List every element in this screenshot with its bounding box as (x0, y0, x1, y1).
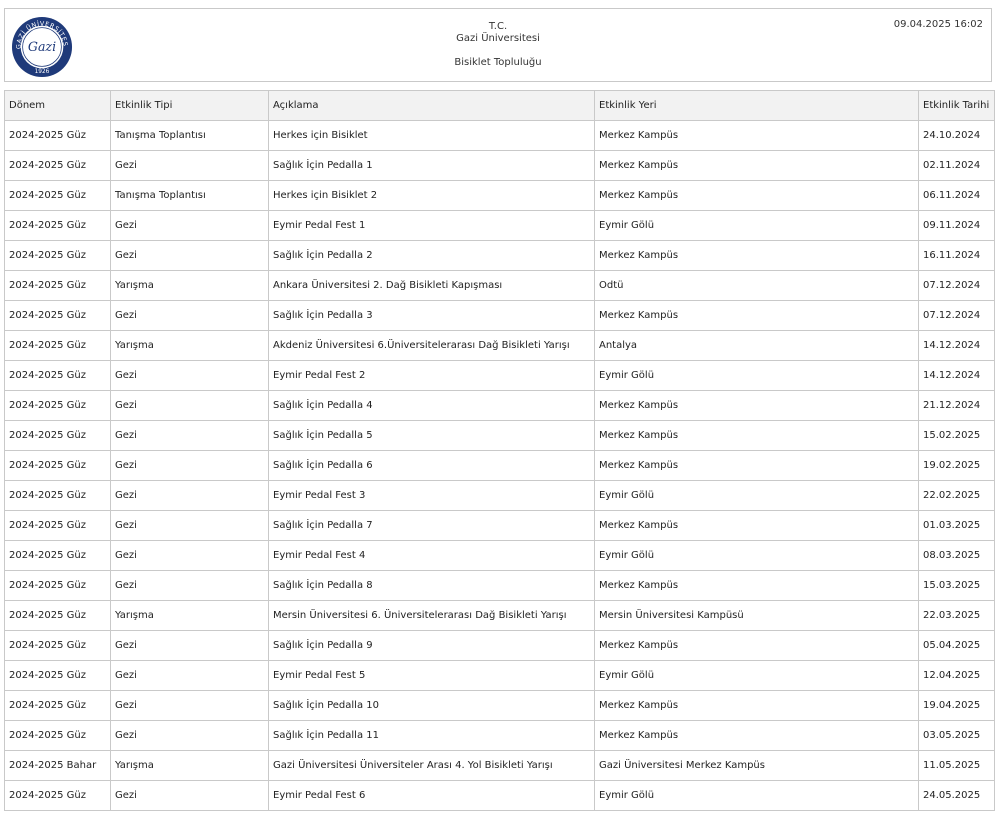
table-header-row (5, 91, 995, 121)
cell-etkinlik-yeri: Merkez Kampüs (595, 391, 919, 421)
cell-aciklama: Eymir Pedal Fest 1 (269, 211, 595, 241)
table-row (5, 301, 995, 331)
cell-etkinlik-tarihi: 16.11.2024 (919, 241, 995, 271)
cell-etkinlik-tarihi: 01.03.2025 (919, 511, 995, 541)
cell-etkinlik-tipi: Yarışma (111, 751, 269, 781)
logo-script: Gazi (27, 38, 57, 54)
cell-aciklama: Ankara Üniversitesi 2. Dağ Bisikleti Kapışması (269, 271, 595, 301)
table-row (5, 391, 995, 421)
cell-etkinlik-yeri: Eymir Gölü (595, 481, 919, 511)
cell-aciklama: Eymir Pedal Fest 5 (269, 661, 595, 691)
cell-donem: 2024-2025 Güz (5, 181, 111, 211)
cell-aciklama: Sağlık İçin Pedalla 8 (269, 571, 595, 601)
cell-etkinlik-tarihi: 15.02.2025 (919, 421, 995, 451)
cell-etkinlik-tipi: Yarışma (111, 331, 269, 361)
cell-etkinlik-tarihi: 22.03.2025 (919, 601, 995, 631)
cell-donem: 2024-2025 Güz (5, 691, 111, 721)
table-row (5, 331, 995, 361)
cell-etkinlik-yeri: Eymir Gölü (595, 211, 919, 241)
cell-donem: 2024-2025 Güz (5, 421, 111, 451)
table-row (5, 211, 995, 241)
cell-aciklama: Mersin Üniversitesi 6. Üniversitelerarası Dağ Bisikleti Yarışı (269, 601, 595, 631)
cell-etkinlik-tipi: Gezi (111, 211, 269, 241)
cell-donem: 2024-2025 Güz (5, 511, 111, 541)
cell-donem: 2024-2025 Güz (5, 781, 111, 811)
cell-etkinlik-tipi: Gezi (111, 571, 269, 601)
table-row (5, 421, 995, 451)
cell-donem: 2024-2025 Güz (5, 721, 111, 751)
cell-etkinlik-tipi: Tanışma Toplantısı (111, 121, 269, 151)
cell-aciklama: Sağlık İçin Pedalla 5 (269, 421, 595, 451)
cell-aciklama: Sağlık İçin Pedalla 2 (269, 241, 595, 271)
cell-etkinlik-tarihi: 19.02.2025 (919, 451, 995, 481)
table-row (5, 781, 995, 811)
cell-aciklama: Herkes için Bisiklet (269, 121, 595, 151)
logo-ring-text: GAZİ ÜNİVERSİTES (15, 20, 69, 50)
cell-etkinlik-tarihi: 15.03.2025 (919, 571, 995, 601)
table-row (5, 181, 995, 211)
cell-etkinlik-tarihi: 06.11.2024 (919, 181, 995, 211)
cell-etkinlik-tipi: Gezi (111, 721, 269, 751)
cell-donem: 2024-2025 Güz (5, 661, 111, 691)
cell-etkinlik-yeri: Merkez Kampüs (595, 571, 919, 601)
table-row (5, 571, 995, 601)
cell-aciklama: Sağlık İçin Pedalla 9 (269, 631, 595, 661)
cell-etkinlik-yeri: Eymir Gölü (595, 781, 919, 811)
cell-etkinlik-yeri: Merkez Kampüs (595, 691, 919, 721)
cell-etkinlik-tarihi: 24.05.2025 (919, 781, 995, 811)
header-titles (5, 21, 991, 69)
cell-etkinlik-tarihi: 07.12.2024 (919, 301, 995, 331)
column-header-etkinlik-yeri: Etkinlik Yeri (595, 91, 919, 121)
cell-donem: 2024-2025 Güz (5, 631, 111, 661)
cell-donem: 2024-2025 Güz (5, 601, 111, 631)
header-university-name: Gazi Üniversitesi (456, 33, 540, 44)
cell-etkinlik-tipi: Gezi (111, 421, 269, 451)
table-row (5, 751, 995, 781)
cell-etkinlik-tarihi: 08.03.2025 (919, 541, 995, 571)
cell-etkinlik-yeri: Merkez Kampüs (595, 241, 919, 271)
cell-aciklama: Sağlık İçin Pedalla 1 (269, 151, 595, 181)
cell-aciklama: Sağlık İçin Pedalla 4 (269, 391, 595, 421)
table-row (5, 481, 995, 511)
cell-aciklama: Sağlık İçin Pedalla 7 (269, 511, 595, 541)
table-row (5, 451, 995, 481)
table-row (5, 271, 995, 301)
cell-aciklama: Herkes için Bisiklet 2 (269, 181, 595, 211)
cell-etkinlik-yeri: Eymir Gölü (595, 361, 919, 391)
cell-donem: 2024-2025 Güz (5, 541, 111, 571)
cell-etkinlik-yeri: Mersin Üniversitesi Kampüsü (595, 601, 919, 631)
table-row (5, 661, 995, 691)
cell-etkinlik-tipi: Gezi (111, 451, 269, 481)
cell-etkinlik-tipi: Tanışma Toplantısı (111, 181, 269, 211)
table-row (5, 151, 995, 181)
column-header-aciklama: Açıklama (269, 91, 595, 121)
cell-etkinlik-yeri: Gazi Üniversitesi Merkez Kampüs (595, 751, 919, 781)
cell-aciklama: Eymir Pedal Fest 4 (269, 541, 595, 571)
cell-donem: 2024-2025 Güz (5, 571, 111, 601)
cell-etkinlik-yeri: Eymir Gölü (595, 661, 919, 691)
cell-donem: 2024-2025 Güz (5, 211, 111, 241)
cell-etkinlik-tipi: Gezi (111, 661, 269, 691)
cell-etkinlik-yeri: Merkez Kampüs (595, 451, 919, 481)
cell-etkinlik-tarihi: 11.05.2025 (919, 751, 995, 781)
cell-etkinlik-yeri: Merkez Kampüs (595, 631, 919, 661)
cell-etkinlik-tarihi: 21.12.2024 (919, 391, 995, 421)
cell-etkinlik-yeri: Eymir Gölü (595, 541, 919, 571)
table-row (5, 721, 995, 751)
cell-donem: 2024-2025 Güz (5, 241, 111, 271)
logo-year: 1926 (34, 69, 50, 76)
cell-donem: 2024-2025 Güz (5, 121, 111, 151)
cell-donem: 2024-2025 Güz (5, 331, 111, 361)
cell-donem: 2024-2025 Güz (5, 451, 111, 481)
cell-etkinlik-tarihi: 19.04.2025 (919, 691, 995, 721)
cell-etkinlik-tipi: Yarışma (111, 601, 269, 631)
cell-aciklama: Eymir Pedal Fest 6 (269, 781, 595, 811)
table-row (5, 691, 995, 721)
cell-aciklama: Sağlık İçin Pedalla 6 (269, 451, 595, 481)
header-club-name: Bisiklet Topluluğu (454, 57, 542, 68)
cell-etkinlik-tipi: Yarışma (111, 271, 269, 301)
table-row (5, 241, 995, 271)
header-line-tc: T.C. (488, 21, 508, 32)
cell-aciklama: Sağlık İçin Pedalla 10 (269, 691, 595, 721)
column-header-donem: Dönem (5, 91, 111, 121)
cell-etkinlik-yeri: Merkez Kampüs (595, 721, 919, 751)
cell-etkinlik-yeri: Merkez Kampüs (595, 181, 919, 211)
cell-aciklama: Eymir Pedal Fest 3 (269, 481, 595, 511)
cell-aciklama: Gazi Üniversitesi Üniversiteler Arası 4. Yol Bisikleti Yarışı (269, 751, 595, 781)
cell-etkinlik-yeri: Merkez Kampüs (595, 301, 919, 331)
cell-etkinlik-yeri: Odtü (595, 271, 919, 301)
table-row (5, 511, 995, 541)
table-row (5, 121, 995, 151)
cell-donem: 2024-2025 Güz (5, 151, 111, 181)
table-row (5, 541, 995, 571)
table-body (5, 121, 995, 811)
cell-donem: 2024-2025 Güz (5, 391, 111, 421)
cell-etkinlik-tarihi: 07.12.2024 (919, 271, 995, 301)
cell-etkinlik-tipi: Gezi (111, 781, 269, 811)
cell-aciklama: Akdeniz Üniversitesi 6.Üniversitelerarası Dağ Bisikleti Yarışı (269, 331, 595, 361)
cell-aciklama: Sağlık İçin Pedalla 3 (269, 301, 595, 331)
table-row (5, 361, 995, 391)
report-header (4, 8, 992, 82)
cell-etkinlik-tipi: Gezi (111, 391, 269, 421)
cell-etkinlik-tipi: Gezi (111, 361, 269, 391)
cell-etkinlik-tarihi: 02.11.2024 (919, 151, 995, 181)
cell-etkinlik-tarihi: 05.04.2025 (919, 631, 995, 661)
cell-etkinlik-tarihi: 12.04.2025 (919, 661, 995, 691)
cell-etkinlik-tipi: Gezi (111, 241, 269, 271)
cell-etkinlik-yeri: Antalya (595, 331, 919, 361)
cell-aciklama: Sağlık İçin Pedalla 11 (269, 721, 595, 751)
cell-donem: 2024-2025 Güz (5, 481, 111, 511)
cell-etkinlik-tipi: Gezi (111, 301, 269, 331)
column-header-etkinlik-tarihi: Etkinlik Tarihi (919, 91, 995, 121)
cell-etkinlik-yeri: Merkez Kampüs (595, 421, 919, 451)
cell-donem: 2024-2025 Güz (5, 361, 111, 391)
cell-etkinlik-yeri: Merkez Kampüs (595, 121, 919, 151)
cell-etkinlik-tipi: Gezi (111, 541, 269, 571)
cell-etkinlik-yeri: Merkez Kampüs (595, 511, 919, 541)
cell-etkinlik-tarihi: 14.12.2024 (919, 361, 995, 391)
cell-etkinlik-tarihi: 03.05.2025 (919, 721, 995, 751)
column-header-etkinlik-tipi: Etkinlik Tipi (111, 91, 269, 121)
events-table (4, 90, 995, 811)
cell-aciklama: Eymir Pedal Fest 2 (269, 361, 595, 391)
cell-donem: 2024-2025 Güz (5, 271, 111, 301)
cell-etkinlik-tipi: Gezi (111, 511, 269, 541)
cell-etkinlik-tarihi: 09.11.2024 (919, 211, 995, 241)
cell-donem: 2024-2025 Bahar (5, 751, 111, 781)
cell-etkinlik-tarihi: 22.02.2025 (919, 481, 995, 511)
cell-etkinlik-tipi: Gezi (111, 151, 269, 181)
table-row (5, 631, 995, 661)
cell-donem: 2024-2025 Güz (5, 301, 111, 331)
cell-etkinlik-tarihi: 24.10.2024 (919, 121, 995, 151)
cell-etkinlik-tarihi: 14.12.2024 (919, 331, 995, 361)
cell-etkinlik-yeri: Merkez Kampüs (595, 151, 919, 181)
cell-etkinlik-tipi: Gezi (111, 691, 269, 721)
table-row (5, 601, 995, 631)
cell-etkinlik-tipi: Gezi (111, 631, 269, 661)
report-datetime: 09.04.2025 16:02 (893, 19, 983, 30)
cell-etkinlik-tipi: Gezi (111, 481, 269, 511)
